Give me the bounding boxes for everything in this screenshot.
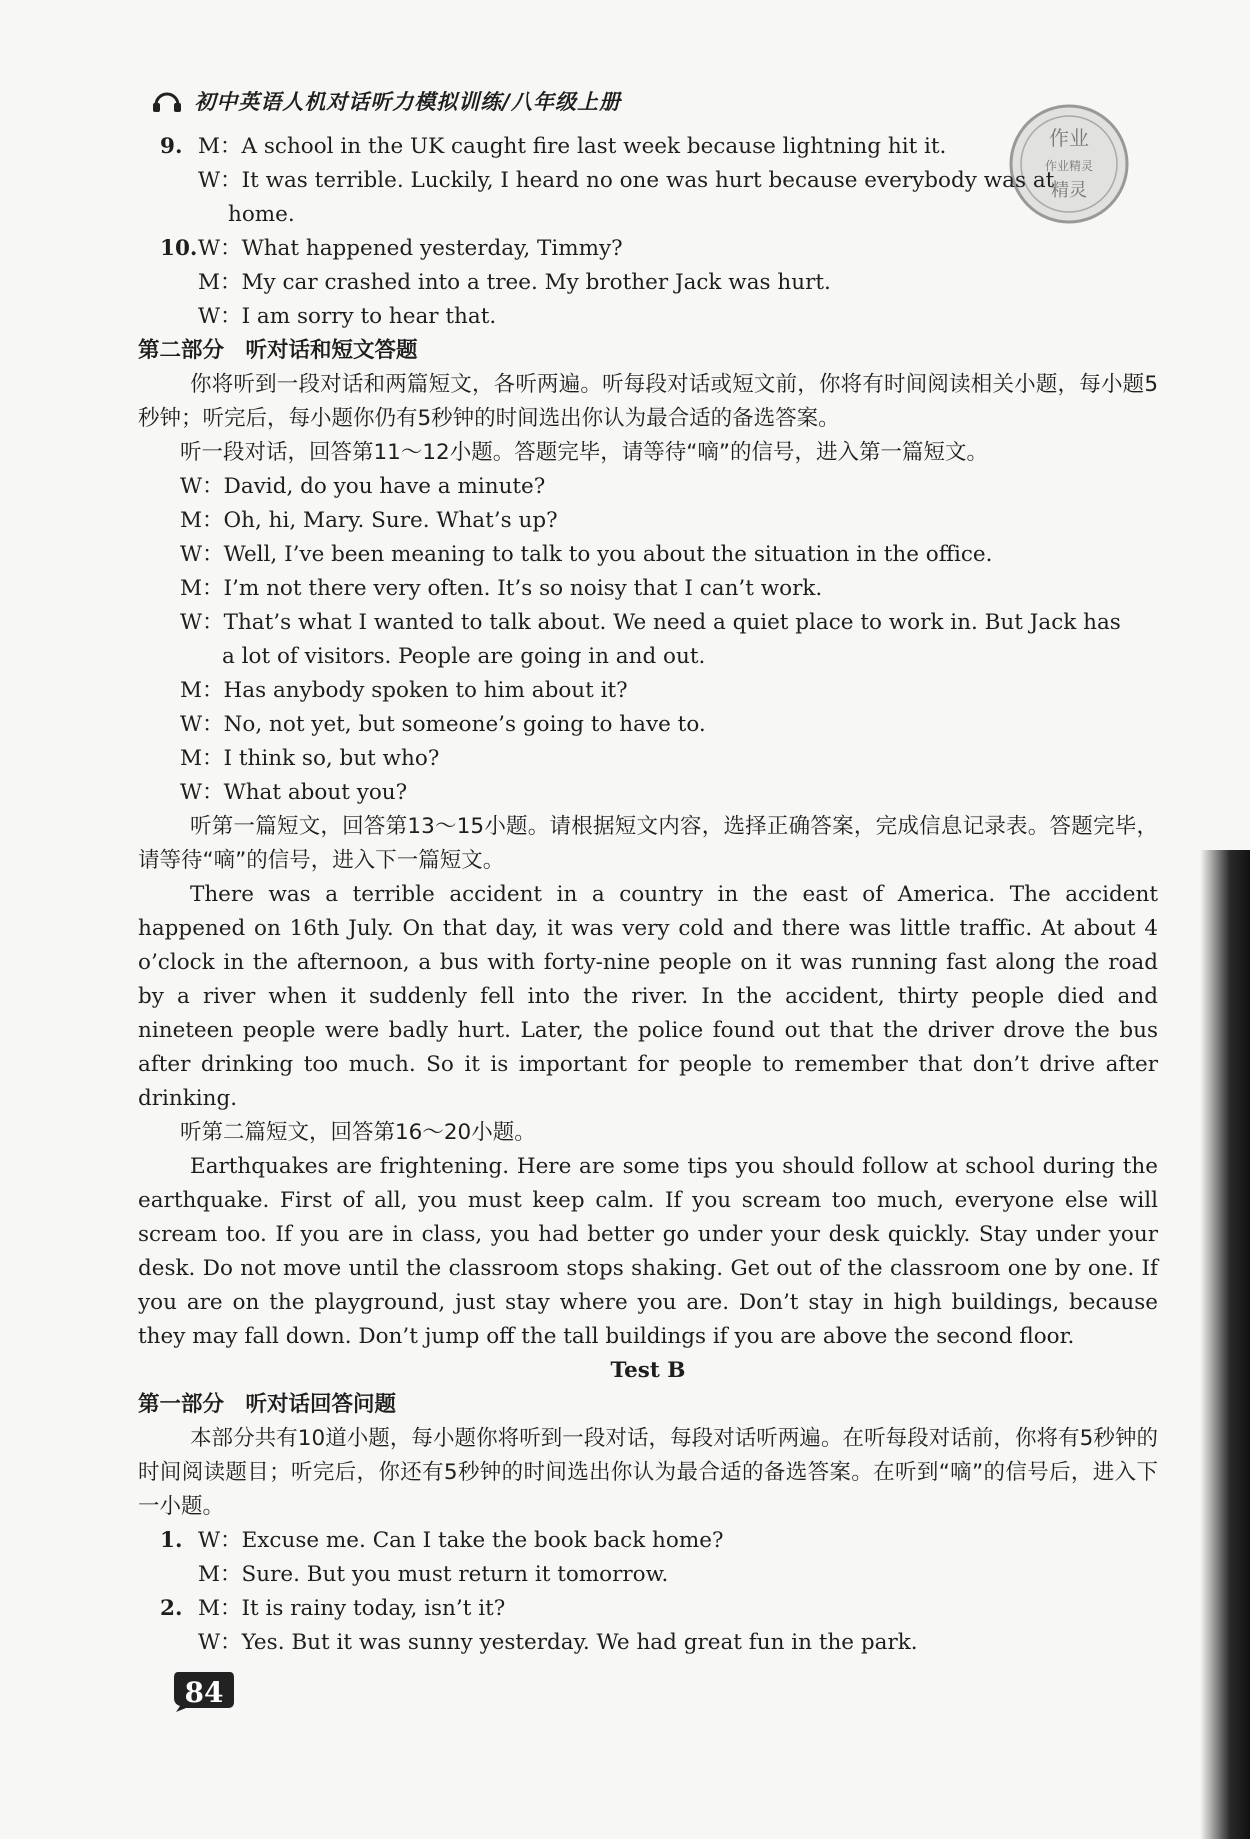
speaker: M： [180, 508, 224, 533]
speaker: W： [198, 1630, 242, 1655]
page-number: 84 [184, 1676, 224, 1709]
dialog-text: Has anybody spoken to him about it? [223, 678, 628, 703]
speaker: W： [180, 712, 224, 737]
question-number: 9. [160, 134, 183, 159]
speaker: W： [180, 610, 224, 635]
dialog-text: Oh, hi, Mary. Sure. What’s up? [223, 508, 558, 533]
dialog-line [138, 742, 1158, 776]
dialog-line [138, 266, 1158, 300]
dialog-line [138, 1524, 1158, 1558]
section-heading: 第二部分 听对话和短文答题 [138, 338, 418, 363]
dialog-text: Sure. But you must return it tomorrow. [241, 1562, 669, 1587]
dialog-line [138, 1558, 1158, 1592]
dialog-line [138, 504, 1158, 538]
dialog-line [138, 708, 1158, 742]
dialog-text: I think so, but who? [223, 746, 440, 771]
dialog-text: What happened yesterday, Timmy? [241, 236, 623, 261]
dialog-line [138, 1592, 1158, 1626]
dialog-text: Yes. But it was sunny yesterday. We had great fun in the park. [241, 1630, 918, 1655]
speaker: W： [198, 304, 242, 329]
header-title: 初中英语人机对话听力模拟训练/八年级上册 [194, 90, 621, 114]
scan-edge-shadow [1200, 850, 1250, 1839]
speaker: W： [180, 474, 224, 499]
speaker: M： [198, 1562, 242, 1587]
dialog-intro: 听一段对话，回答第11～12小题。答题完毕，请等待“嘀”的信号，进入第一篇短文。 [180, 440, 988, 465]
dialog-text: That’s what I wanted to talk about. We need a quiet place to work in. But Jack has [223, 610, 1121, 635]
dialog-text: It was terrible. Luckily, I heard no one was hurt because everybody was at [241, 168, 1055, 193]
svg-text:作业精灵: 作业精灵 [1044, 159, 1094, 173]
speaker: M： [198, 134, 242, 159]
dialog-line [138, 538, 1158, 572]
passage2-intro: 听第二篇短文，回答第16～20小题。 [180, 1120, 536, 1145]
speaker: W： [180, 542, 224, 567]
test-b-dialogs [138, 1524, 1158, 1660]
page-number-badge [172, 1670, 236, 1712]
dialog-text: a lot of visitors. People are going in and out. [222, 644, 706, 669]
dialog-line [138, 640, 1158, 674]
question-number: 10. [160, 236, 198, 261]
dialog-line [138, 164, 1158, 198]
speaker: W： [180, 780, 224, 805]
dialog-text: What about you? [223, 780, 408, 805]
speaker: M： [180, 746, 224, 771]
dialog-text: I am sorry to hear that. [241, 304, 497, 329]
dialog-line [138, 1626, 1158, 1660]
speaker: W： [198, 168, 242, 193]
svg-text:作业: 作业 [1049, 126, 1089, 150]
headphones-icon [152, 89, 182, 118]
test-b-heading: 第一部分 听对话回答问题 [138, 1392, 397, 1417]
section-instruction: 你将听到一段对话和两篇短文，各听两遍。听每段对话或短文前，你将有时间阅读相关小题，每小题5秒钟；听完后，每小题你仍有5秒钟的时间选出你认为最合适的备选答案。 [138, 372, 1158, 431]
dialog-line [138, 606, 1158, 640]
dialog-line [138, 130, 1158, 164]
running-header [152, 86, 621, 118]
dialog-text: I’m not there very often. It’s so noisy that I can’t work. [223, 576, 823, 601]
dialog-text: My car crashed into a tree. My brother Jack was hurt. [241, 270, 831, 295]
speaker: M： [198, 1596, 242, 1621]
speaker: M： [180, 678, 224, 703]
dialog-line [138, 776, 1158, 810]
speaker: W： [198, 1528, 242, 1553]
passage1: There was a terrible accident in a country in the east of America. The accident happened on 16th July. On that day, it was very cold and there was little traffic. At about 4 o’clock in the afternoon, a bus with forty-nine people on it was running fast along the road by a river when it suddenly fell into the river. In the accident, thirty people died and nineteen people were badly hurt. Later, the police found out that the driver drove the bus after drinking too much. So it is important for people to remember that don’t drive after drinking. [138, 882, 1158, 1111]
dialog-line [138, 572, 1158, 606]
page-content [138, 130, 1158, 1660]
dialog-line [138, 232, 1158, 266]
test-b-title: Test B [610, 1358, 686, 1383]
dialog-line [138, 198, 1158, 232]
dialog-line [138, 674, 1158, 708]
question-number: 2. [160, 1596, 183, 1621]
dialog-text: home. [228, 202, 295, 227]
passage1-intro: 听第一篇短文，回答第13～15小题。请根据短文内容，选择正确答案，完成信息记录表。答题完毕，请等待“嘀”的信号，进入下一篇短文。 [138, 814, 1158, 873]
dialog-text: David, do you have a minute? [223, 474, 546, 499]
speaker: M： [180, 576, 224, 601]
speaker: M： [198, 270, 242, 295]
test-b-instruction: 本部分共有10道小题，每小题你将听到一段对话，每段对话听两遍。在听每段对话前，你将有5秒钟的时间阅读题目；听完后，你还有5秒钟的时间选出你认为最合适的备选答案。在听到“嘀”的信号后，进入下一小题。 [138, 1426, 1158, 1519]
question-number: 1. [160, 1528, 183, 1553]
svg-text:精灵: 精灵 [1051, 180, 1087, 201]
dialog-text: A school in the UK caught fire last week because lightning hit it. [241, 134, 947, 159]
dialog-text: No, not yet, but someone’s going to have to. [223, 712, 706, 737]
dialog-text: Well, I’ve been meaning to talk to you about the situation in the office. [223, 542, 993, 567]
dialog [138, 470, 1158, 810]
dialog-text: Excuse me. Can I take the book back home? [241, 1528, 724, 1553]
dialog-line [138, 470, 1158, 504]
speaker: W： [198, 236, 242, 261]
part-a-dialogs [138, 130, 1158, 334]
dialog-text: It is rainy today, isn’t it? [241, 1596, 506, 1621]
passage2: Earthquakes are frightening. Here are some tips you should follow at school during the earthquake. First of all, you must keep calm. If you scream too much, everyone else will scream too. If you are in class, you had better go under your desk quickly. Stay under your desk. Do not move until the classroom stops shaking. Get out of the classroom one by one. If you are on the playground, just stay where you are. Don’t stay in high buildings, because they may fall down. Don’t jump off the tall buildings if you are above the second floor. [138, 1154, 1158, 1349]
dialog-line [138, 300, 1158, 334]
